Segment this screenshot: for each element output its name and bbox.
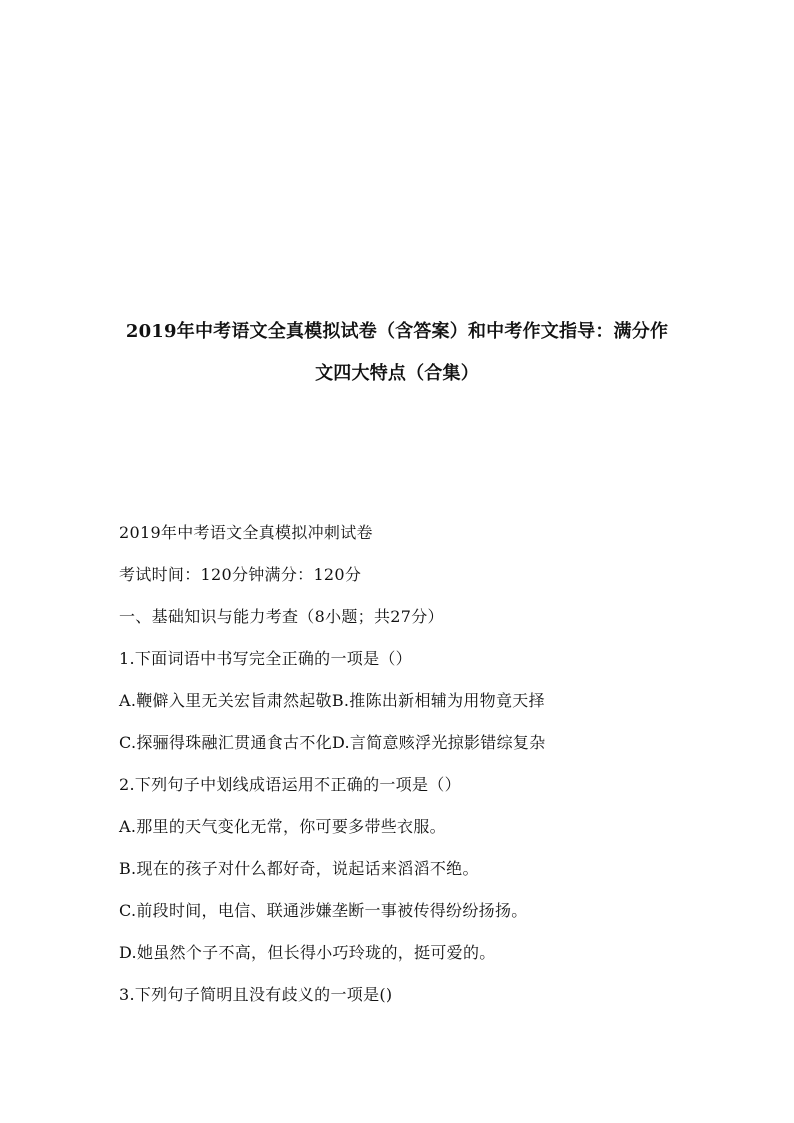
exam-heading: 2019年中考语文全真模拟冲刺试卷 [119,523,373,542]
question-1-options-cd: C.探骊得珠融汇贯通食古不化D.言简意赅浮光掠影错综复杂 [119,733,546,752]
question-1-options-ab: A.鞭僻入里无关宏旨肃然起敬B.推陈出新相辅为用物竟天择 [119,691,545,710]
question-2: 2.下列句子中划线成语运用不正确的一项是（） [119,775,461,794]
question-2-option-c: C.前段时间，电信、联通涉嫌垄断一事被传得纷纷扬扬。 [119,901,528,920]
question-2-option-a: A.那里的天气变化无常，你可要多带些衣服。 [119,817,446,836]
document-title-line-1: 2019年中考语文全真模拟试卷（含答案）和中考作文指导：满分作 [125,321,669,342]
question-2-option-b: B.现在的孩子对什么都好奇，说起话来滔滔不绝。 [119,859,479,878]
exam-time-score: 考试时间：120分钟满分：120分 [119,565,362,584]
section-heading: 一、基础知识与能力考查（8小题；共27分） [119,607,444,626]
question-2-option-d: D.她虽然个子不高，但长得小巧玲珑的，挺可爱的。 [119,943,496,962]
document-title-line-2: 文四大特点（合集） [315,363,479,384]
question-1: 1.下面词语中书写完全正确的一项是（） [119,649,412,668]
question-3: 3.下列句子简明且没有歧义的一项是() [119,985,393,1004]
